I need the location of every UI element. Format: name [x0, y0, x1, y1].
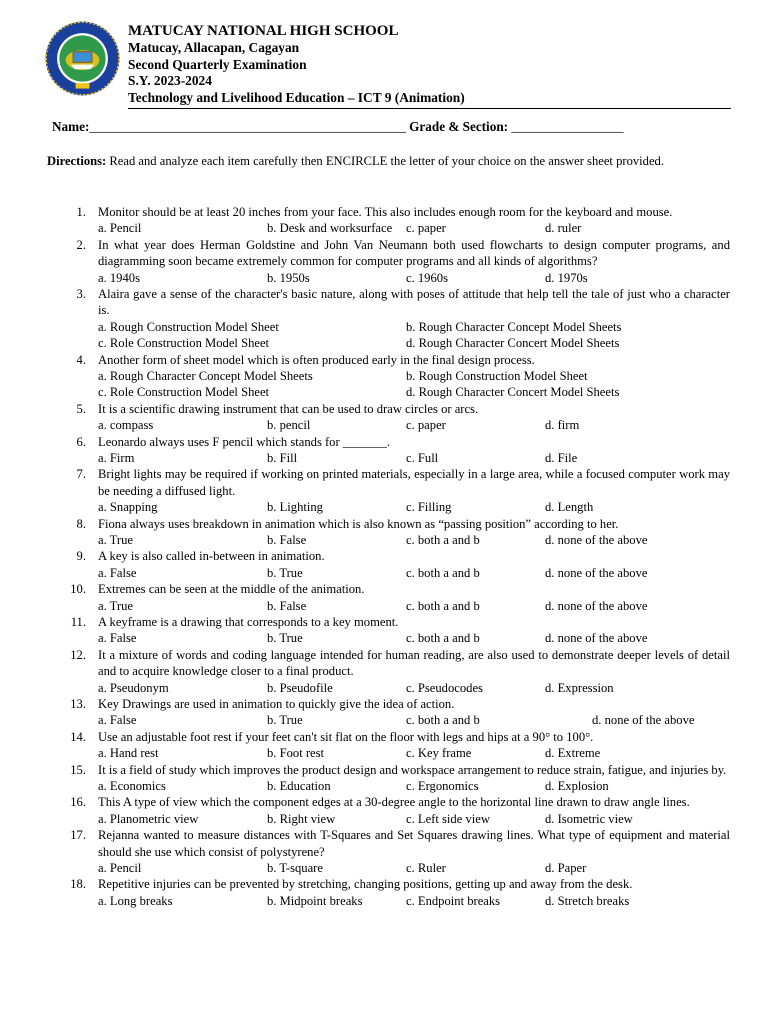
- grade-section-label: Grade & Section:: [409, 119, 509, 134]
- answer-choice[interactable]: d. none of the above: [592, 713, 695, 728]
- question-item: [0, 401, 768, 434]
- school-seal-icon: [44, 20, 121, 97]
- answer-choice[interactable]: b. True: [267, 713, 303, 728]
- question-item: [0, 647, 768, 696]
- answer-choice[interactable]: d. Isometric view: [545, 811, 633, 826]
- question-item: [0, 827, 768, 876]
- name-label: Name:: [52, 119, 90, 134]
- question-item: [0, 434, 768, 467]
- answer-choice[interactable]: d. Explosion: [545, 778, 609, 793]
- school-name: MATUCAY NATIONAL HIGH SCHOOL: [128, 23, 399, 39]
- choice-row: [98, 680, 738, 696]
- answer-choice[interactable]: a. Planometric view: [98, 811, 199, 826]
- directions: [47, 153, 731, 169]
- answer-choice[interactable]: a. Hand rest: [98, 746, 159, 761]
- question-number: 5.: [76, 401, 86, 416]
- answer-choice[interactable]: d. firm: [545, 418, 580, 433]
- question-item: [0, 729, 768, 762]
- question-number: 6.: [76, 434, 86, 449]
- choice-row: [98, 630, 738, 646]
- question-number: 3.: [76, 287, 86, 301]
- answer-choice[interactable]: b. Right view: [267, 811, 336, 826]
- answer-choice[interactable]: d. Paper: [545, 860, 587, 875]
- answer-choice[interactable]: a. Rough Character Concept Model Sheets: [98, 369, 313, 383]
- answer-choice[interactable]: c. paper: [406, 418, 446, 433]
- answer-choice[interactable]: c. paper: [406, 221, 446, 236]
- school-header: [128, 22, 732, 106]
- name-blank: ________________________________________________: [89, 119, 406, 134]
- choice-row: [98, 499, 738, 515]
- answer-choice[interactable]: d. 1970s: [545, 270, 588, 285]
- answer-choice[interactable]: b. Rough Construction Model Sheet: [406, 369, 588, 383]
- answer-choice[interactable]: a. Snapping: [98, 500, 158, 515]
- question-number: 10.: [70, 582, 86, 597]
- answer-choice[interactable]: c. both a and b: [406, 713, 480, 728]
- answer-choice[interactable]: b. Desk and worksurface: [267, 221, 393, 236]
- question-stem: It is a scientific drawing instrument that can be used to draw circles or arcs.: [98, 401, 479, 416]
- answer-choice[interactable]: b. Education: [267, 778, 331, 793]
- answer-choice[interactable]: a. 1940s: [98, 270, 140, 285]
- question-stem: Use an adjustable foot rest if your feet can't sit flat on the floor with legs and hips at a 90° to 100°.: [98, 729, 594, 744]
- answer-choice[interactable]: c. both a and b: [406, 565, 480, 580]
- answer-choice[interactable]: d. File: [545, 450, 578, 465]
- question-item: [0, 466, 768, 515]
- choice-row: [98, 368, 738, 384]
- exam-title: Second Quarterly Examination: [128, 56, 307, 72]
- question-stem: A key is also called in-between in animation.: [98, 549, 325, 564]
- answer-choice[interactable]: c. Filling: [406, 500, 452, 515]
- question-number: 12.: [70, 647, 86, 662]
- answer-choice[interactable]: a. Firm: [98, 450, 135, 465]
- answer-choice[interactable]: c. Role Construction Model Sheet: [98, 385, 270, 400]
- answer-choice[interactable]: b. True: [267, 565, 303, 580]
- question-item: [0, 516, 768, 549]
- question-list: [0, 204, 768, 909]
- question-stem: Fiona always uses breakdown in animation which is also known as “passing position” according to her.: [98, 516, 619, 531]
- answer-choice[interactable]: d. ruler: [545, 221, 582, 236]
- answer-choice[interactable]: a. False: [98, 713, 137, 728]
- question-number: 16.: [70, 795, 86, 810]
- question-stem: It is a field of study which improves the product design and workspace arrangement to reduce strain, fatigue, and injuries by.: [98, 762, 727, 777]
- question-item: [0, 548, 768, 581]
- question-stem: Monitor should be at least 20 inches from your face. This also includes enough room for the keyboard and mouse.: [98, 205, 673, 219]
- question-item: [0, 204, 768, 237]
- answer-choice[interactable]: d. none of the above: [545, 598, 648, 613]
- question-number: 15.: [70, 762, 86, 777]
- answer-choice[interactable]: a. Pencil: [98, 860, 142, 875]
- answer-choice[interactable]: d. Expression: [545, 680, 614, 695]
- answer-choice[interactable]: c. Ruler: [406, 860, 446, 875]
- question-stem: A keyframe is a drawing that corresponds to a key moment.: [98, 614, 399, 629]
- answer-choice[interactable]: b. 1950s: [267, 270, 310, 285]
- choice-row: [98, 384, 738, 400]
- question-stem: Another form of sheet model which is often produced early in the final design process.: [98, 352, 535, 367]
- answer-choice[interactable]: a. Long breaks: [98, 893, 173, 908]
- choice-row: [98, 417, 738, 433]
- answer-choice[interactable]: b. Fill: [267, 450, 298, 465]
- question-number: 2.: [76, 237, 86, 252]
- school-year: S.Y. 2023-2024: [128, 73, 212, 89]
- question-stem: It a mixture of words and coding language intended for human reading, are also used to demonstrate deeper levels of detail and to acquire knowledge closer to a final product.: [98, 647, 730, 679]
- answer-choice[interactable]: a. False: [98, 565, 137, 580]
- question-item: [0, 237, 768, 286]
- answer-choice[interactable]: a. Economics: [98, 778, 166, 793]
- question-stem: Alaira gave a sense of the character's basic nature, along with poses of attitude that help tell the tale of just who a character is.: [98, 287, 730, 318]
- question-item: [0, 876, 768, 909]
- answer-choice[interactable]: c. both a and b: [406, 598, 480, 613]
- choice-row: [98, 598, 738, 614]
- answer-choice[interactable]: b. False: [267, 532, 307, 547]
- answer-choice[interactable]: d. none of the above: [545, 532, 648, 547]
- question-number: 11.: [70, 614, 86, 629]
- question-stem: Extremes can be seen at the middle of the animation.: [98, 582, 365, 597]
- question-stem: In what year does Herman Goldstine and John Van Neumann both used flowcharts to design computer programs, and diagramming soon became extremely common for computer programs and all kinds of algorithms?: [98, 237, 730, 269]
- question-item: [0, 286, 768, 352]
- question-number: 8.: [76, 516, 86, 531]
- question-stem: Leonardo always uses F pencil which stands for _______.: [98, 434, 391, 449]
- question-stem: Key Drawings are used in animation to quickly give the idea of action.: [98, 696, 455, 711]
- question-number: 4.: [76, 352, 86, 367]
- choice-row: [98, 712, 738, 728]
- answer-choice[interactable]: b. Pseudofile: [267, 680, 333, 695]
- question-number: 14.: [70, 729, 86, 744]
- answer-choice[interactable]: a. True: [98, 532, 133, 547]
- choice-row: [98, 778, 738, 794]
- answer-choice[interactable]: b. Lighting: [267, 500, 323, 515]
- answer-choice[interactable]: b. T-square: [267, 860, 323, 875]
- answer-choice[interactable]: a. Pseudonym: [98, 680, 169, 695]
- answer-choice[interactable]: b. pencil: [267, 418, 311, 433]
- choice-row: [98, 565, 738, 581]
- choice-row: [98, 450, 738, 466]
- header-divider: [128, 108, 731, 109]
- answer-choice[interactable]: b. Rough Character Concept Model Sheets: [406, 319, 622, 334]
- directions-text: Read and analyze each item carefully then ENCIRCLE the letter of your choice on the answer sheet provided.: [106, 154, 664, 168]
- question-item: [0, 762, 768, 795]
- question-stem: Repetitive injuries can be prevented by stretching, changing positions, getting up and away from the desk.: [98, 877, 633, 892]
- question-number: 17.: [70, 828, 86, 843]
- answer-choice[interactable]: d. Stretch breaks: [545, 893, 630, 908]
- answer-choice[interactable]: b. Foot rest: [267, 746, 325, 761]
- answer-choice[interactable]: a. Rough Construction Model Sheet: [98, 319, 279, 334]
- choice-row: [98, 270, 738, 286]
- answer-choice[interactable]: a. Pencil: [98, 221, 142, 236]
- choice-row: [98, 220, 738, 236]
- answer-choice[interactable]: c. Ergonomics: [406, 778, 479, 793]
- answer-choice[interactable]: c. Endpoint breaks: [406, 893, 501, 908]
- choice-row: [98, 335, 738, 351]
- question-stem: Rejanna wanted to measure distances with T-Squares and Set Squares drawing lines. What type of equipment and material should she use which consist of polystyrene?: [98, 828, 730, 859]
- answer-choice[interactable]: d. Length: [545, 500, 594, 515]
- answer-choice[interactable]: c. Full: [406, 450, 439, 465]
- answer-choice[interactable]: c. Key frame: [406, 746, 472, 761]
- question-item: [0, 794, 768, 827]
- question-number: 1.: [76, 205, 86, 219]
- answer-choice[interactable]: c. both a and b: [406, 532, 480, 547]
- choice-row: [98, 860, 738, 876]
- answer-choice[interactable]: c. Role Construction Model Sheet: [98, 336, 270, 351]
- answer-choice[interactable]: d. none of the above: [545, 565, 648, 580]
- choice-row: [98, 319, 738, 335]
- school-address: Matucay, Allacapan, Cagayan: [128, 40, 300, 55]
- answer-choice[interactable]: c. both a and b: [406, 631, 480, 646]
- answer-choice[interactable]: a. compass: [98, 418, 154, 433]
- question-number: 18.: [70, 877, 86, 892]
- answer-choice[interactable]: d. none of the above: [545, 631, 648, 646]
- choice-row: [98, 532, 738, 548]
- student-info-line: [52, 119, 623, 135]
- answer-choice[interactable]: a. False: [98, 631, 137, 646]
- subject-title: Technology and Livelihood Education – ICT 9 (Animation): [128, 89, 465, 105]
- question-item: [0, 352, 768, 401]
- answer-choice[interactable]: c. 1960s: [406, 270, 448, 285]
- answer-choice[interactable]: a. True: [98, 598, 133, 613]
- answer-choice[interactable]: b. False: [267, 598, 307, 613]
- choice-row: [98, 893, 738, 909]
- directions-label: Directions:: [47, 154, 107, 168]
- choice-row: [98, 745, 738, 761]
- answer-choice[interactable]: d. Extreme: [545, 746, 601, 761]
- answer-choice[interactable]: d. Rough Character Concert Model Sheets: [406, 336, 620, 351]
- answer-choice[interactable]: c. Left side view: [406, 811, 490, 826]
- question-stem: This A type of view which the component edges at a 30-degree angle to the horizontal line drawn to draw angle lines.: [98, 795, 690, 810]
- answer-choice[interactable]: d. Rough Character Concert Model Sheets: [406, 385, 620, 400]
- question-number: 7.: [76, 467, 86, 482]
- answer-choice[interactable]: b. True: [267, 631, 303, 646]
- question-number: 9.: [76, 549, 86, 564]
- question-number: 13.: [70, 696, 86, 711]
- question-stem: Bright lights may be required if working on printed materials, especially in a large area, while a focused computer work may be needing a diffused light.: [98, 467, 730, 498]
- grade-section-blank: _________________: [511, 119, 624, 134]
- answer-choice[interactable]: b. Midpoint breaks: [267, 893, 363, 908]
- choice-row: [98, 811, 738, 827]
- question-item: [0, 614, 768, 647]
- question-item: [0, 581, 768, 614]
- answer-choice[interactable]: c. Pseudocodes: [406, 680, 483, 695]
- question-item: [0, 696, 768, 729]
